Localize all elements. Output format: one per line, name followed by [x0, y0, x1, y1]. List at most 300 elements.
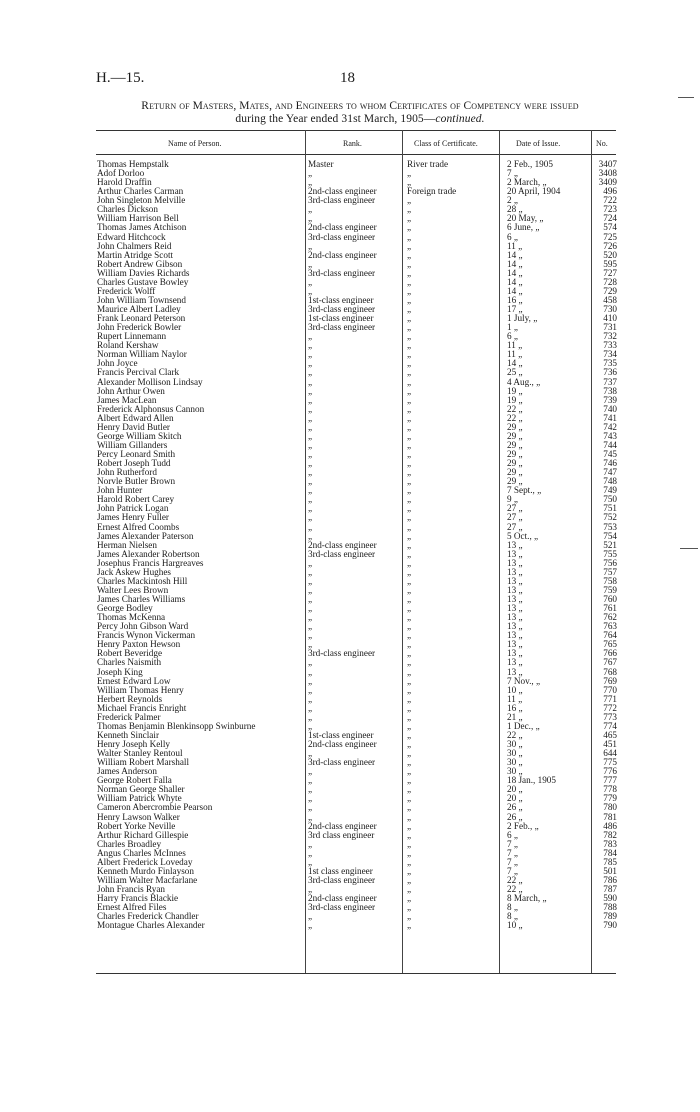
cell-date: 20 May, „	[507, 213, 544, 224]
cell-date: 26 „	[507, 802, 523, 813]
cell-class: „	[407, 557, 412, 568]
margin-mark	[678, 97, 694, 98]
cell-rank: „	[308, 412, 313, 423]
cell-no: 784	[603, 847, 617, 858]
cell-date: 29 „	[507, 449, 523, 459]
cell-class: „	[407, 684, 412, 695]
cell-date: 29 „	[507, 439, 523, 450]
cell-class: „	[407, 566, 412, 577]
table-row	[96, 604, 616, 613]
cell-date: 8 March, „	[507, 893, 547, 904]
table-row	[96, 450, 616, 459]
cell-no: 754	[603, 530, 617, 541]
table-title	[100, 100, 620, 126]
cell-no: 778	[603, 784, 617, 795]
cell-name: George Robert Falla	[97, 776, 172, 786]
cell-rank: „	[308, 213, 313, 224]
cell-class: „	[407, 856, 412, 867]
cell-no: 736	[603, 367, 617, 378]
cell-name: Montague Charles Alexander	[97, 921, 205, 931]
cell-date: 20 „	[507, 784, 523, 795]
table-row	[96, 677, 616, 686]
cell-no: 788	[603, 902, 617, 913]
cell-class: „	[407, 304, 412, 314]
cell-rank: „	[308, 702, 313, 713]
cell-no: 763	[603, 621, 617, 632]
cell-class: „	[407, 911, 412, 922]
cell-rank: 2nd-class engineer	[308, 893, 377, 904]
cell-no: 739	[603, 394, 617, 405]
table-bottom-rule	[96, 973, 616, 974]
cell-date: 13 „	[507, 594, 523, 604]
table-row	[96, 613, 616, 622]
cell-name: Ernest Edward Low	[97, 676, 171, 686]
cell-date: 11 „	[507, 349, 523, 360]
cell-no: 781	[603, 811, 617, 822]
cell-name: Walter Stanley Rentoul	[97, 749, 183, 759]
cell-date: 14 „	[507, 249, 523, 260]
cell-no: 520	[603, 249, 617, 260]
cell-name: Francis Percival Clark	[97, 368, 180, 378]
cell-rank: „	[308, 639, 313, 650]
cell-no: 728	[603, 276, 617, 287]
cell-date: 29 „	[507, 467, 523, 478]
cell-rank: 1st-class engineer	[308, 294, 374, 305]
cell-no: 486	[603, 820, 617, 831]
cell-rank: „	[308, 349, 313, 360]
cell-no: 590	[603, 893, 617, 904]
cell-class: Foreign trade	[407, 186, 457, 197]
cell-date: 11 „	[507, 240, 523, 251]
cell-rank: 3rd-class engineer	[308, 231, 376, 242]
cell-no: 501	[603, 865, 617, 876]
cell-no: 759	[603, 584, 617, 595]
cell-rank: „	[308, 584, 313, 595]
table-row	[96, 921, 616, 930]
cell-name: Herman Nielsen	[97, 540, 157, 550]
cell-rank: „	[308, 258, 313, 269]
table-row	[96, 513, 616, 522]
cell-class: „	[407, 340, 412, 351]
cell-rank: „	[308, 920, 313, 931]
cell-rank: „	[308, 494, 313, 505]
col-header-date: Date of Issue.	[516, 139, 561, 148]
cell-date: 2 Feb., 1905	[507, 159, 553, 169]
table-row	[96, 414, 616, 423]
cell-name: Charles Gustave Bowley	[97, 277, 189, 287]
cell-name: Ernest Alfred Files	[97, 903, 167, 913]
cell-rank: „	[308, 684, 313, 695]
cell-class: „	[407, 893, 412, 904]
cell-name: James Alexander Paterson	[97, 531, 194, 541]
cell-no: 738	[603, 385, 617, 396]
cell-date: 13 „	[507, 584, 523, 595]
document-code: H.—15.	[96, 70, 145, 86]
cell-no: 644	[603, 748, 617, 759]
cell-class: „	[407, 294, 412, 305]
table-row	[96, 495, 616, 504]
cell-date: 14 „	[507, 358, 523, 369]
table-row	[96, 649, 616, 658]
cell-no: 496	[603, 186, 617, 197]
cell-name: Henry Lawson Walker	[97, 812, 180, 822]
cell-rank: 2nd-class engineer	[308, 820, 377, 831]
cell-no: 735	[603, 358, 617, 369]
table-row	[96, 559, 616, 568]
cell-class: „	[407, 439, 412, 450]
cell-rank: „	[308, 385, 313, 396]
cell-rank: „	[308, 575, 313, 586]
table-row	[96, 586, 616, 595]
cell-no: 722	[603, 195, 617, 206]
cell-class: „	[407, 784, 412, 795]
cell-class: „	[407, 204, 412, 215]
cell-name: William Davies Richards	[97, 268, 190, 278]
cell-no: 749	[603, 485, 617, 496]
cell-date: 30 „	[507, 766, 523, 777]
cell-date: 13 „	[507, 566, 523, 577]
cell-no: 777	[603, 775, 617, 786]
cell-rank: „	[308, 394, 313, 405]
cell-name: Harry Francis Blackie	[97, 894, 179, 904]
col-header-class: Class of Certificate.	[414, 139, 478, 148]
cell-class: „	[407, 693, 412, 704]
cell-date: 6 „	[507, 829, 518, 840]
cell-name: Frank Leonard Peterson	[97, 314, 186, 324]
cell-date: 25 „	[507, 367, 523, 378]
cell-name: Thomas Hempstalk	[97, 160, 169, 169]
cell-name: Thomas Benjamin Blenkinsopp Swinburne	[97, 721, 256, 731]
cell-class: „	[407, 258, 412, 269]
cell-rank: „	[308, 430, 313, 441]
cell-class: River trade	[407, 159, 449, 169]
cell-date: 28 „	[507, 204, 523, 215]
cell-class: „	[407, 548, 412, 559]
cell-class: „	[407, 421, 412, 432]
cell-class: „	[407, 213, 412, 224]
cell-no: 760	[603, 594, 617, 604]
cell-class: „	[407, 603, 412, 614]
cell-date: 21 „	[507, 711, 523, 722]
cell-date: 13 „	[507, 539, 523, 550]
cell-date: 11 „	[507, 693, 523, 704]
cell-date: 22 „	[507, 884, 523, 894]
cell-rank: „	[308, 358, 313, 369]
column-divider-2	[402, 130, 403, 973]
cell-date: 29 „	[507, 430, 523, 441]
cell-class: „	[407, 739, 412, 749]
cell-name: Frederick Palmer	[97, 712, 161, 722]
cell-rank: „	[308, 711, 313, 722]
cell-no: 756	[603, 557, 617, 568]
cell-class: „	[407, 630, 412, 641]
cell-rank: 3rd-class engineer	[308, 874, 376, 885]
cell-class: „	[407, 757, 412, 768]
cell-rank: „	[308, 838, 313, 849]
cell-class: „	[407, 666, 412, 677]
page-number: 18	[340, 70, 355, 86]
cell-name: Charles Broadley	[97, 839, 162, 849]
cell-rank: „	[308, 476, 313, 487]
title-continued: continued.	[435, 113, 485, 125]
cell-date: 29 „	[507, 476, 523, 487]
cell-no: 744	[603, 439, 617, 450]
cell-no: 574	[603, 222, 617, 233]
cell-rank: „	[308, 485, 313, 496]
cell-name: John Hunter	[97, 486, 143, 496]
table-row	[96, 695, 616, 704]
cell-name: William Walter Macfarlane	[97, 875, 198, 885]
cell-class: „	[407, 612, 412, 623]
cell-date: 22 „	[507, 874, 523, 885]
margin-mark	[680, 548, 698, 549]
cell-no: 745	[603, 449, 617, 459]
cell-name: Norman George Shaller	[97, 785, 185, 795]
cell-rank: „	[308, 530, 313, 541]
cell-name: Henry Joseph Kelly	[97, 740, 170, 749]
table-row	[96, 160, 616, 169]
cell-name: James Anderson	[97, 767, 157, 777]
table-row	[96, 486, 616, 495]
cell-no: 734	[603, 349, 617, 360]
cell-class: „	[407, 367, 412, 378]
cell-no: 774	[603, 720, 617, 731]
cell-no: 3407	[598, 159, 617, 169]
cell-no: 765	[603, 639, 617, 650]
col-header-name: Name of Person.	[168, 139, 222, 148]
cell-rank: „	[308, 421, 313, 432]
cell-name: George Bodley	[97, 604, 153, 614]
cell-class: „	[407, 920, 412, 931]
cell-no: 758	[603, 575, 617, 586]
cell-date: 19 „	[507, 385, 523, 396]
cell-date: 22 „	[507, 403, 523, 414]
table-row	[96, 577, 616, 586]
cell-date: 13 „	[507, 639, 523, 650]
cell-date: 13 „	[507, 575, 523, 586]
cell-name: John Joyce	[97, 359, 138, 369]
cell-no: 748	[603, 476, 617, 487]
cell-no: 747	[603, 467, 617, 478]
cell-date: 22 „	[507, 412, 523, 423]
cell-class: „	[407, 865, 412, 876]
cell-name: Maurice Albert Ladley	[97, 305, 181, 314]
cell-rank: „	[308, 856, 313, 867]
cell-date: 13 „	[507, 630, 523, 641]
cell-rank: „	[308, 775, 313, 786]
cell-rank: „	[308, 847, 313, 858]
cell-name: Arthur Charles Carman	[97, 187, 184, 197]
cell-rank: „	[308, 693, 313, 704]
table-row	[96, 405, 616, 414]
cell-date: 2 March, „	[507, 177, 547, 188]
cell-class: „	[407, 358, 412, 369]
cell-name: Kenneth Murdo Finlayson	[97, 866, 194, 876]
cell-no: 724	[603, 213, 617, 224]
cell-class: „	[407, 793, 412, 804]
cell-name: Ernest Alfred Coombs	[97, 522, 180, 532]
cell-name: Robert Yorke Neville	[97, 821, 176, 831]
cell-name: John Arthur Owen	[97, 386, 165, 396]
cell-class: „	[407, 675, 412, 686]
cell-class: „	[407, 231, 412, 242]
table-row	[96, 523, 616, 532]
title-line-2	[100, 113, 620, 126]
cell-date: 6 „	[507, 331, 518, 342]
cell-no: 746	[603, 458, 617, 469]
cell-class: „	[407, 575, 412, 586]
table-row	[96, 251, 616, 260]
cell-rank: 1st class engineer	[308, 865, 373, 876]
cell-rank: „	[308, 458, 313, 469]
cell-date: 8 „	[507, 902, 518, 913]
cell-rank: 2nd-class engineer	[308, 539, 377, 550]
table-row	[96, 423, 616, 432]
cell-class: „	[407, 394, 412, 405]
cell-rank: „	[308, 675, 313, 686]
table-row	[96, 785, 616, 794]
table-row	[96, 323, 616, 332]
cell-date: 5 Oct., „	[507, 530, 539, 541]
cell-rank: 3rd class engineer	[308, 829, 375, 840]
table-row	[96, 387, 616, 396]
cell-rank: „	[308, 802, 313, 813]
cell-no: 3409	[598, 177, 617, 188]
cell-name: Arthur Richard Gillespie	[97, 830, 189, 840]
cell-rank: „	[308, 657, 313, 668]
cell-rank: „	[308, 467, 313, 478]
table-row	[96, 269, 616, 278]
cell-class: „	[407, 512, 412, 523]
cell-class: „	[407, 766, 412, 777]
cell-date: 7 Sept., „	[507, 485, 542, 496]
table-row	[96, 876, 616, 885]
cell-no: 768	[603, 666, 617, 677]
cell-no: 789	[603, 911, 617, 922]
table-row	[96, 468, 616, 477]
cell-no: 775	[603, 757, 617, 768]
table-header	[96, 131, 616, 154]
cell-rank: „	[308, 603, 313, 614]
table-row	[96, 912, 616, 921]
table-row	[96, 341, 616, 350]
cell-no: 458	[603, 294, 617, 305]
cell-date: 7 „	[507, 856, 518, 867]
cell-class: „	[407, 403, 412, 414]
cell-class: „	[407, 285, 412, 296]
cell-date: 13 „	[507, 548, 523, 559]
table-row	[96, 595, 616, 604]
cell-class: „	[407, 458, 412, 469]
cell-rank: 2nd-class engineer	[308, 739, 377, 749]
cell-class: „	[407, 376, 412, 387]
cell-class: „	[407, 267, 412, 278]
cell-date: 17 „	[507, 304, 523, 314]
cell-rank: „	[308, 439, 313, 450]
cell-rank: 2nd-class engineer	[308, 186, 377, 197]
cell-name: Thomas James Atchison	[97, 223, 187, 233]
cell-name: Francis Wynon Vickerman	[97, 631, 196, 641]
cell-date: 18 Jan., 1905	[507, 775, 556, 786]
table-row	[96, 840, 616, 849]
cell-name: William Patrick Whyte	[97, 794, 182, 804]
cell-name: Alexander Mollison Lindsay	[97, 377, 203, 387]
cell-class: „	[407, 322, 412, 333]
cell-rank: „	[308, 521, 313, 532]
cell-rank: „	[308, 666, 313, 677]
cell-date: 6 „	[507, 231, 518, 242]
cell-no: 771	[603, 693, 617, 704]
cell-date: 13 „	[507, 603, 523, 614]
cell-class: „	[407, 503, 412, 514]
cell-class: „	[407, 639, 412, 650]
cell-name: Angus Charles McInnes	[97, 848, 186, 858]
cell-class: „	[407, 240, 412, 251]
cell-no: 764	[603, 630, 617, 641]
cell-date: 30 „	[507, 748, 523, 759]
cell-date: 22 „	[507, 729, 523, 740]
cell-date: 14 „	[507, 276, 523, 287]
cell-date: 2 „	[507, 195, 518, 206]
col-header-rank: Rank.	[343, 139, 362, 148]
cell-name: Robert Andrew Gibson	[97, 259, 183, 269]
cell-class: „	[407, 720, 412, 731]
cell-date: 10 „	[507, 920, 523, 931]
table-row	[96, 233, 616, 242]
cell-rank: „	[308, 911, 313, 922]
cell-date: 8 „	[507, 911, 518, 922]
cell-no: 776	[603, 766, 617, 777]
cell-name: James Alexander Robertson	[97, 549, 200, 559]
cell-no: 743	[603, 430, 617, 441]
table-row	[96, 550, 616, 559]
cell-no: 757	[603, 566, 617, 577]
cell-class: „	[407, 648, 412, 659]
cell-name: Henry David Butler	[97, 422, 170, 432]
cell-rank: „	[308, 720, 313, 731]
cell-class: „	[407, 838, 412, 849]
cell-date: 16 „	[507, 702, 523, 713]
cell-class: „	[407, 276, 412, 287]
cell-no: 740	[603, 403, 617, 414]
col-header-no: No.	[596, 139, 608, 148]
cell-date: 1 July, „	[507, 313, 538, 324]
cell-class: „	[407, 485, 412, 496]
cell-rank: 1st-class engineer	[308, 313, 374, 324]
title-line-2-text: during the Year ended 31st March, 1905—	[235, 113, 436, 125]
cell-class: „	[407, 702, 412, 713]
cell-class: „	[407, 829, 412, 840]
cell-class: „	[407, 195, 412, 206]
cell-name: Norvle Butler Brown	[97, 477, 176, 487]
cell-date: 13 „	[507, 557, 523, 568]
table-row	[96, 794, 616, 803]
cell-no: 780	[603, 802, 617, 813]
cell-date: 11 „	[507, 340, 523, 351]
cell-date: 30 „	[507, 757, 523, 768]
cell-no: 790	[603, 920, 617, 931]
cell-class: „	[407, 884, 412, 894]
cell-class: „	[407, 711, 412, 722]
cell-name: Walter Lees Brown	[97, 585, 169, 595]
cell-no: 750	[603, 494, 617, 505]
cell-class: „	[407, 530, 412, 541]
cell-date: 13 „	[507, 612, 523, 623]
cell-rank: „	[308, 285, 313, 296]
table-row	[96, 831, 616, 840]
cell-date: 16 „	[507, 294, 523, 305]
cell-class: „	[407, 748, 412, 759]
